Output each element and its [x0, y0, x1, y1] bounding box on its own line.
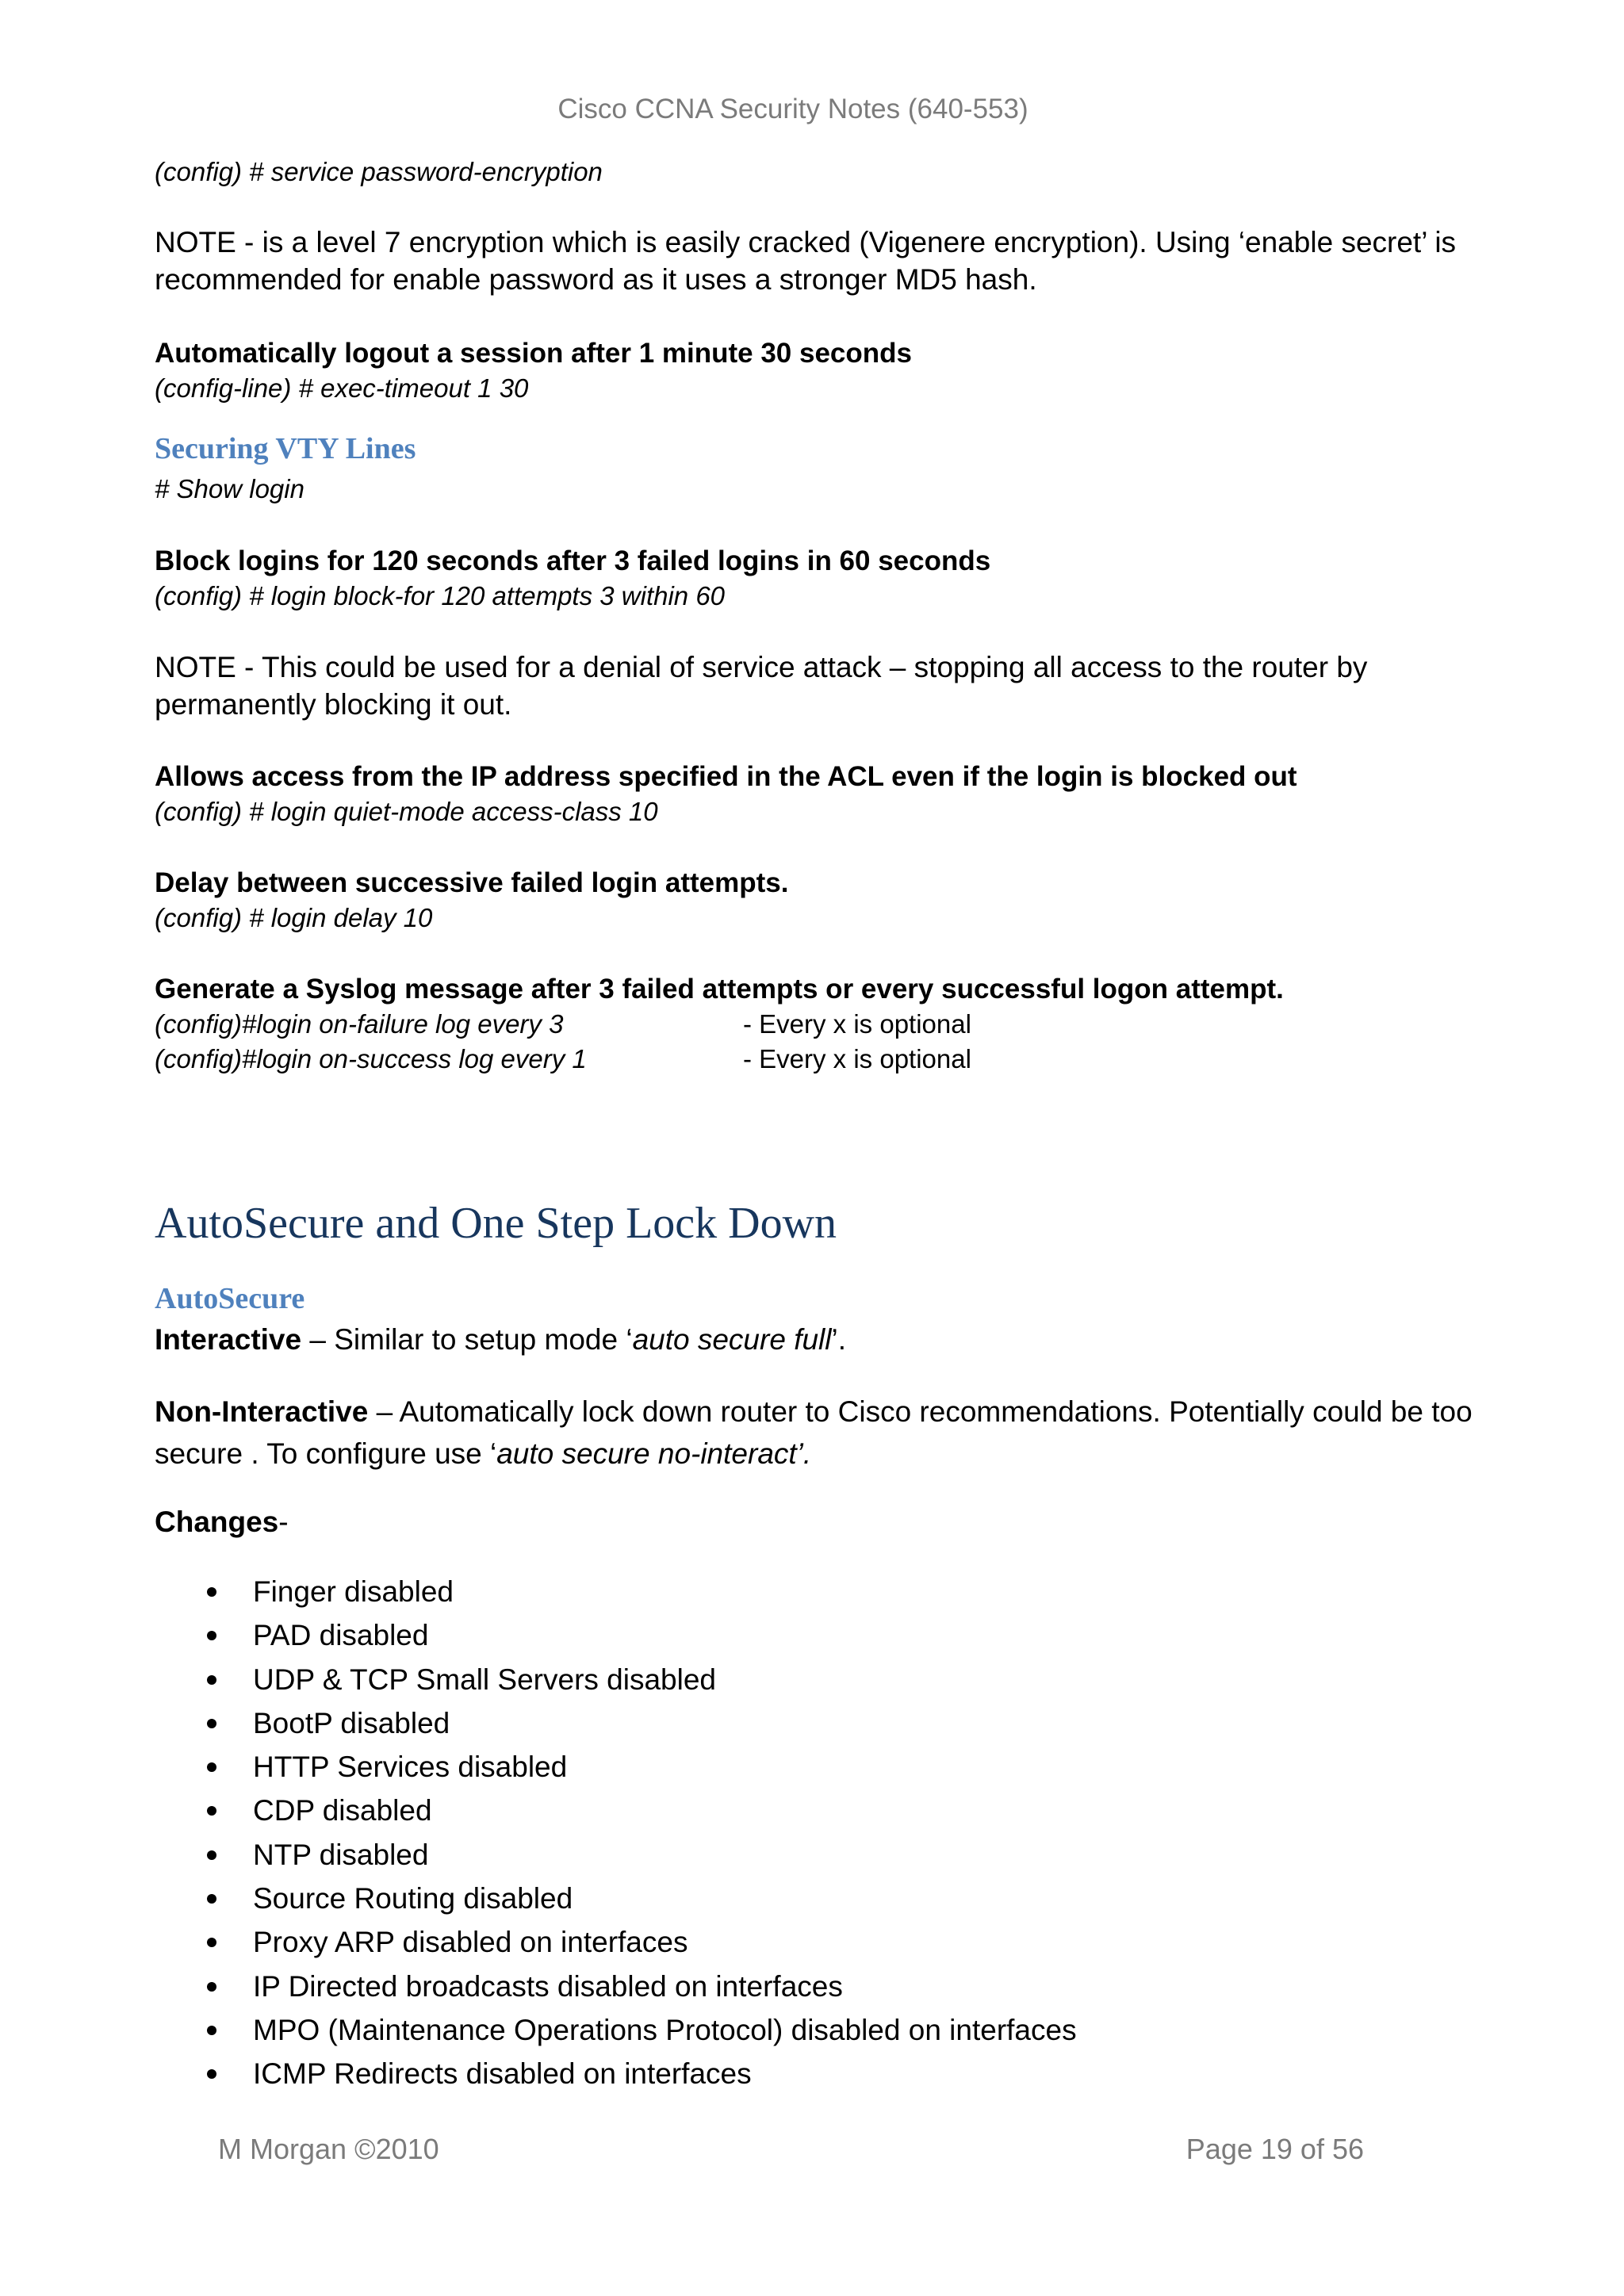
list-item-text: Finger disabled [253, 1575, 454, 1608]
section-title: AutoSecure and One Step Lock Down [155, 1199, 837, 1248]
changes-label-line [155, 1503, 1495, 1540]
cmd-service-password: (config) # service password-encryption [155, 157, 603, 186]
list-item-text: PAD disabled [253, 1619, 429, 1652]
interactive-cmd: auto secure full [632, 1323, 832, 1356]
bullet-icon [207, 1894, 216, 1904]
noninteractive-text: – Automatically lock down router to Cisco recommendations. Potentially could be too secure . To configure use ‘ [155, 1395, 1473, 1470]
changes-dash: - [278, 1506, 289, 1538]
bullet-icon [207, 1587, 216, 1597]
bullet-icon [207, 2069, 216, 2079]
list-item [155, 2008, 1495, 2052]
list-item-text: CDP disabled [253, 1794, 432, 1827]
list-item [155, 2052, 1495, 2095]
bullet-icon [207, 1938, 216, 1947]
noninteractive-paragraph [155, 1391, 1495, 1475]
noninteractive-label: Non-Interactive [155, 1395, 369, 1428]
cmd-exec-timeout: (config-line) # exec-timeout 1 30 [155, 373, 529, 403]
list-item [155, 1965, 1495, 2008]
optional-note: - Every x is optional [743, 1044, 971, 1073]
cmd-login-delay: (config) # login delay 10 [155, 903, 433, 932]
bullet-icon [207, 1675, 216, 1685]
block-heading: Block logins for 120 seconds after 3 failed logins in 60 seconds [155, 545, 991, 576]
noninteractive-cmd: auto secure no-interact’. [496, 1437, 812, 1470]
list-item-text: IP Directed broadcasts disabled on interfaces [253, 1969, 843, 2003]
interactive-label: Interactive [155, 1323, 302, 1356]
footer-page-number: Page 19 of 56 [1185, 2133, 1364, 2165]
list-item-text: UDP & TCP Small Servers disabled [253, 1663, 717, 1696]
delay-heading: Delay between successive failed login attempts. [155, 867, 789, 898]
acl-heading: Allows access from the IP address specified in the ACL even if the login is blocked out [155, 761, 1297, 792]
autosecure-subheading: AutoSecure [155, 1282, 305, 1315]
cmd-block-for: (config) # login block-for 120 attempts 3 within 60 [155, 581, 726, 610]
list-item-text: Source Routing disabled [253, 1882, 573, 1915]
syslog-heading: Generate a Syslog message after 3 failed attempts or every successful logon attempt. [155, 974, 1284, 1004]
cmd-on-failure: (config)#login on-failure log every 3 [155, 1009, 564, 1039]
note-dos: NOTE - This could be used for a denial of service attack – stopping all access to the router by permanently blocking it out. [155, 651, 1368, 721]
list-item [155, 1701, 1495, 1745]
page-header: Cisco CCNA Security Notes (640-553) [557, 94, 1028, 124]
interactive-text: – Similar to setup mode ‘ [301, 1323, 633, 1356]
list-item-text: HTTP Services disabled [253, 1751, 568, 1784]
list-item [155, 1877, 1495, 1920]
footer-author: M Morgan ©2010 [218, 2133, 439, 2165]
on-failure-row [155, 1007, 1495, 1042]
list-item [155, 1920, 1495, 1964]
list-item [155, 1613, 1495, 1657]
bullet-icon [207, 1850, 216, 1860]
bullet-icon [207, 1719, 216, 1728]
list-item [155, 1570, 1495, 1613]
vty-heading: Securing VTY Lines [155, 432, 416, 465]
list-item [155, 1789, 1495, 1832]
optional-note: - Every x is optional [743, 1009, 971, 1039]
cmd-quiet-mode: (config) # login quiet-mode access-class 10 [155, 797, 658, 826]
syslog-commands [155, 1007, 1495, 1077]
cmd-show-login: # Show login [155, 474, 304, 503]
interactive-paragraph [155, 1321, 1495, 1358]
changes-label: Changes [155, 1506, 279, 1538]
bullet-icon [207, 1806, 216, 1816]
on-success-row [155, 1042, 1495, 1077]
list-item [155, 1658, 1495, 1701]
logout-heading: Automatically logout a session after 1 minute 30 seconds [155, 338, 912, 369]
list-item [155, 1745, 1495, 1789]
bullet-icon [207, 2026, 216, 2035]
bullet-icon [207, 1982, 216, 1992]
list-item-text: BootP disabled [253, 1706, 450, 1739]
bullet-icon [207, 1762, 216, 1772]
note-encryption: NOTE - is a level 7 encryption which is easily cracked (Vigenere encryption). Using ‘enable secret’ is recommended for enable password as it uses a stronger MD5 hash. [155, 226, 1457, 296]
list-item-text: MPO (Maintenance Operations Protocol) disabled on interfaces [253, 2013, 1077, 2046]
list-item [155, 1833, 1495, 1877]
bullet-icon [207, 1631, 216, 1640]
cmd-on-success: (config)#login on-success log every 1 [155, 1044, 587, 1073]
list-item-text: NTP disabled [253, 1838, 429, 1871]
list-item-text: Proxy ARP disabled on interfaces [253, 1926, 688, 1959]
changes-list [155, 1570, 1495, 2096]
interactive-end: ’. [831, 1323, 846, 1356]
list-item-text: ICMP Redirects disabled on interfaces [253, 2057, 752, 2091]
